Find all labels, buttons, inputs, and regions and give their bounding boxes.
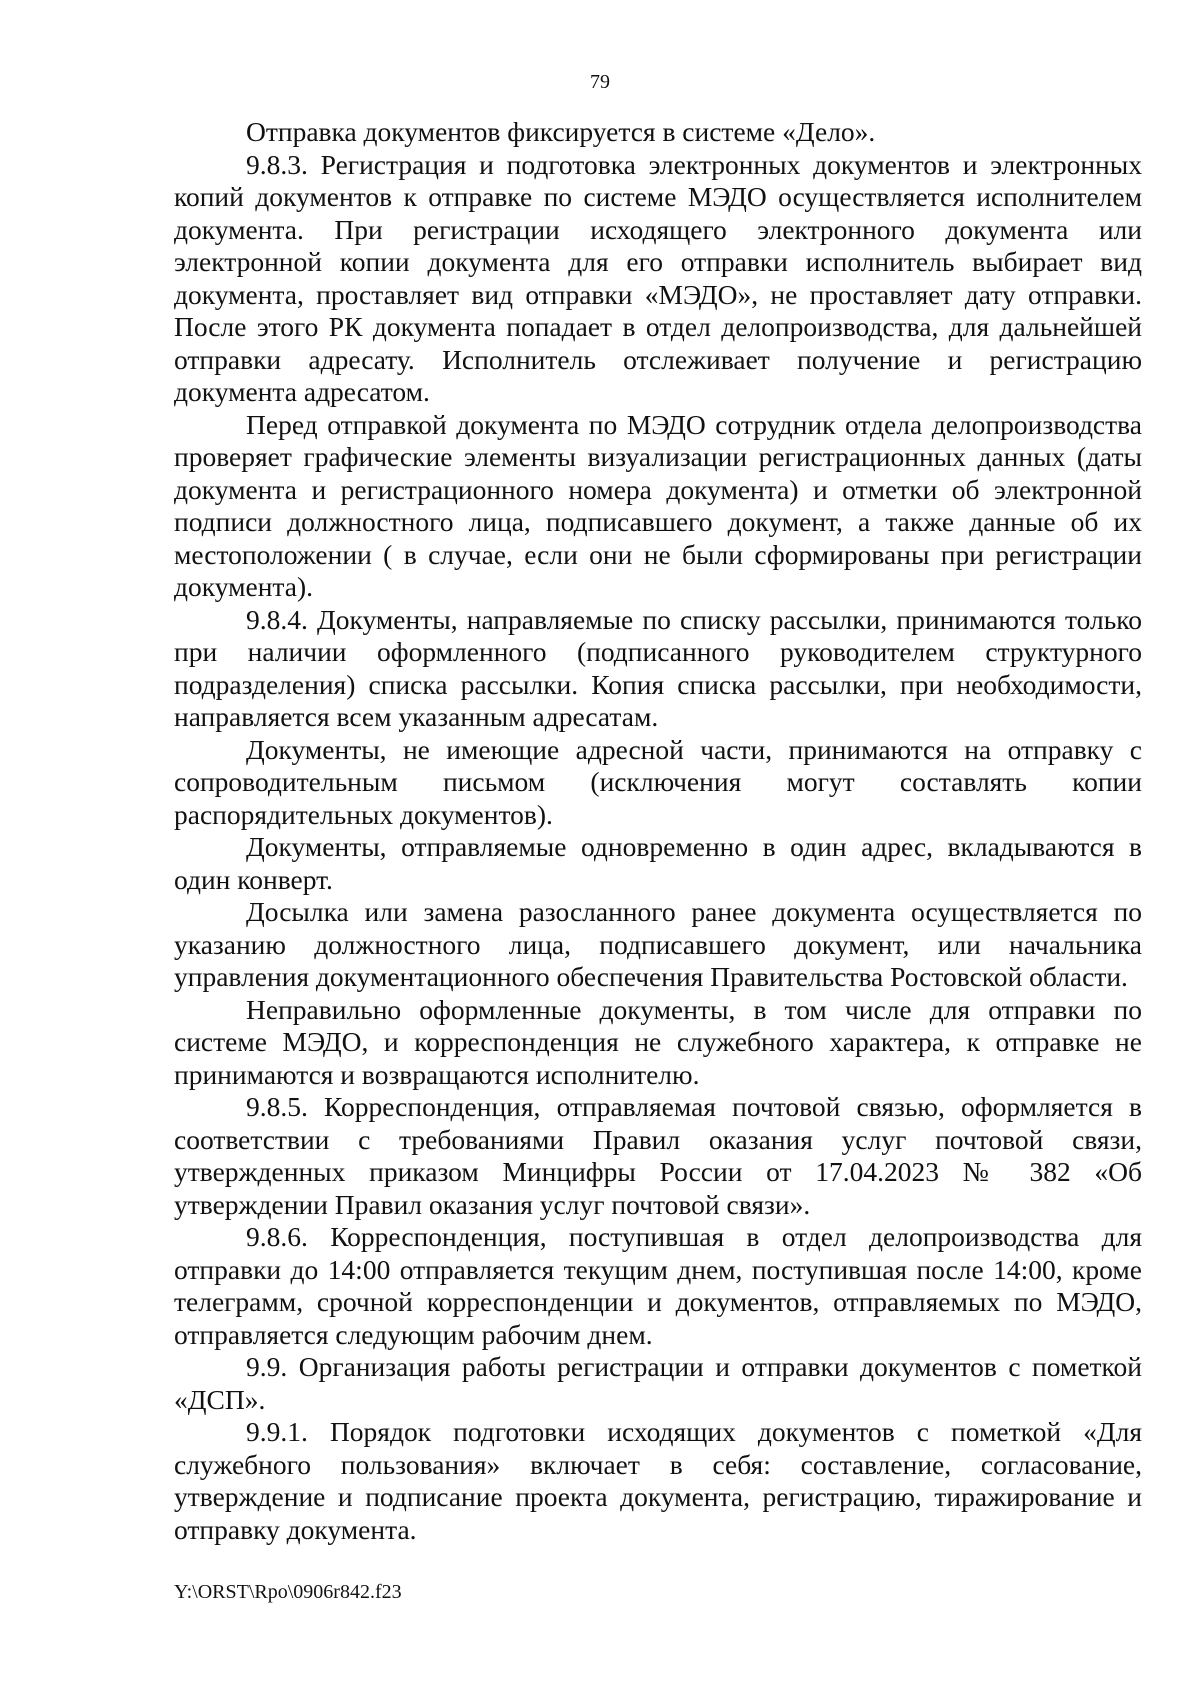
paragraph-9-8-4: 9.8.4. Документы, направляемые по списку рассылки, принимаются только при наличии оформленного (подписанного руководителем структурного подразделения) списка рассылки. Копия списка рассылки, при необходимости, направляется всем указанным адресатам. [174,603,1142,732]
paragraph-one-envelope: Документы, отправляемые одновременно в один адрес, вкладываются в один конверт. [174,831,1142,895]
paragraph-sending-fixed: Отправка документов фиксируется в системе «Дело». [246,116,876,147]
paragraph-medo-check: Перед отправкой документа по МЭДО сотрудник отдела делопроизводства проверяет графические элементы визуализации регистрационных данных (даты документа и регистрационного номера документа) и отметки об электронной подписи должностного лица, подписавшего документ, а также данные об их местоположении ( в случае, если они не были сформированы при регистрации документа). [174,408,1142,602]
document-body [174,116,1142,1546]
footer-file-path: Y:\ORST\Rpo\0906r842.f23 [174,1581,402,1603]
paragraph-resend: Досылка или замена разосланного ранее документа осуществляется по указанию должностного лица, подписавшего документ, или начальника управления документационного обеспечения Правительства Ростовской области. [174,896,1142,992]
page-number: 79 [590,71,610,93]
paragraph-rejected: Неправильно оформленные документы, в том числе для отправки по системе МЭДО, и корреспонденция не служебного характера, к отправке не принимаются и возвращаются исполнителю. [174,993,1142,1090]
paragraph-no-address: Документы, не имеющие адресной части, принимаются на отправку с сопроводительным письмом (исключения могут составлять копии распорядительных документов). [174,733,1142,830]
paragraph-9-8-5: 9.8.5. Корреспонденция, отправляемая почтовой связью, оформляется в соответствии с требованиями Правил оказания услуг почтовой связи, утвержденных приказом Минцифры России от 17.04.2023 № 382 «Об утверждении Правил оказания услуг почтовой связи». [174,1091,1142,1220]
paragraph-9-8-6: 9.8.6. Корреспонденция, поступившая в отдел делопроизводства для отправки до 14:00 отправляется текущим днем, поступившая после 14:00, кроме телеграмм, срочной корреспонденции и документов, отправляемых по МЭДО, отправляется следующим рабочим днем. [174,1221,1142,1350]
paragraph-9-9: 9.9. Организация работы регистрации и отправки документов с пометкой «ДСП». [174,1351,1142,1415]
paragraph-9-8-3: 9.8.3. Регистрация и подготовка электронных документов и электронных копий документов к отправке по системе МЭДО осуществляется исполнителем документа. При регистрации исходящего электронного документа или электронной копии документа для его отправки исполнитель выбирает вид документа, проставляет вид отправки «МЭДО», не проставляет дату отправки. После этого РК документа попадает в отдел делопроизводства, для дальнейшей отправки адресату. Исполнитель отслеживает получение и регистрацию документа адресатом. [174,148,1142,407]
paragraph-9-9-1: 9.9.1. Порядок подготовки исходящих документов с пометкой «Для служебного пользования» включает в себя: составление, согласование, утверждение и подписание проекта документа, регистрацию, тиражирование и отправку документа. [174,1416,1142,1545]
